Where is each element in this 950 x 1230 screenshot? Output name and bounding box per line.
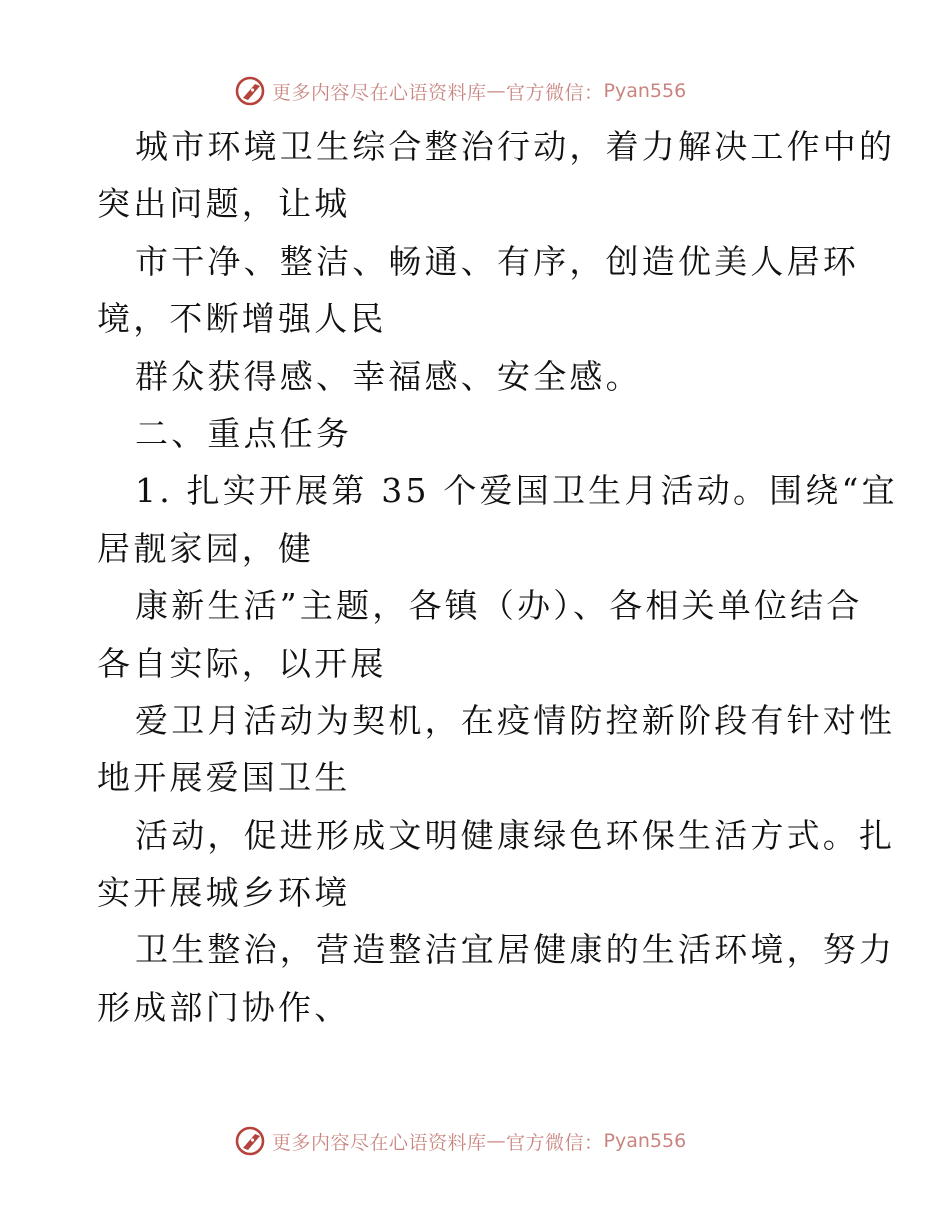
text-line: 爱卫月活动为契机，在疫情防控新阶段有针对性 (135, 700, 896, 740)
text-line: 地开展爱国卫生 (97, 758, 351, 798)
watermark-dash: — (486, 80, 507, 102)
pen-nib-logo-icon (234, 74, 268, 108)
pen-nib-logo-icon (234, 1124, 268, 1158)
document-body (97, 118, 898, 1036)
text-line: 形成部门协作、 (97, 987, 351, 1027)
watermark-official-label: 官方微信： (506, 81, 604, 104)
text-line: 居靓家园，健 (97, 528, 315, 568)
text-line: 康新生活”主题，各镇（办）、各相关单位结合 (135, 586, 863, 626)
text-line: 实开展城乡环境 (97, 873, 351, 913)
text-line: 市干净、整洁、畅通、有序，创造优美人居环 (135, 241, 859, 281)
watermark-official-label: 官方微信： (506, 1131, 604, 1154)
text-line: 境，不断增强人民 (97, 299, 387, 339)
watermark-wechat-id: Pyan556 (603, 1130, 687, 1152)
header-watermark (234, 74, 686, 108)
watermark-main-text: 更多内容尽在心语资料库 (272, 1131, 487, 1154)
text-line: 城市环境卫生综合整治行动，着力解决工作中的 (135, 127, 896, 166)
text-line: 突出问题，让城 (97, 184, 351, 224)
text-line: 各自实际，以开展 (97, 643, 387, 683)
section-heading: 二、重点任务 (135, 413, 353, 453)
watermark-dash: — (486, 1130, 507, 1152)
text-line: 群众获得感、幸福感、安全感。 (135, 356, 642, 396)
footer-watermark (234, 1124, 686, 1158)
text-line: 卫生整治，营造整洁宜居健康的生活环境，努力 (135, 930, 896, 970)
watermark-wechat-id: Pyan556 (603, 80, 687, 102)
watermark-main-text: 更多内容尽在心语资料库 (272, 81, 487, 104)
text-line: 1. 扎实开展第 35 个爱国卫生月活动。围绕“宜 (135, 471, 898, 511)
text-line: 活动，促进形成文明健康绿色环保生活方式。扎 (135, 815, 896, 855)
